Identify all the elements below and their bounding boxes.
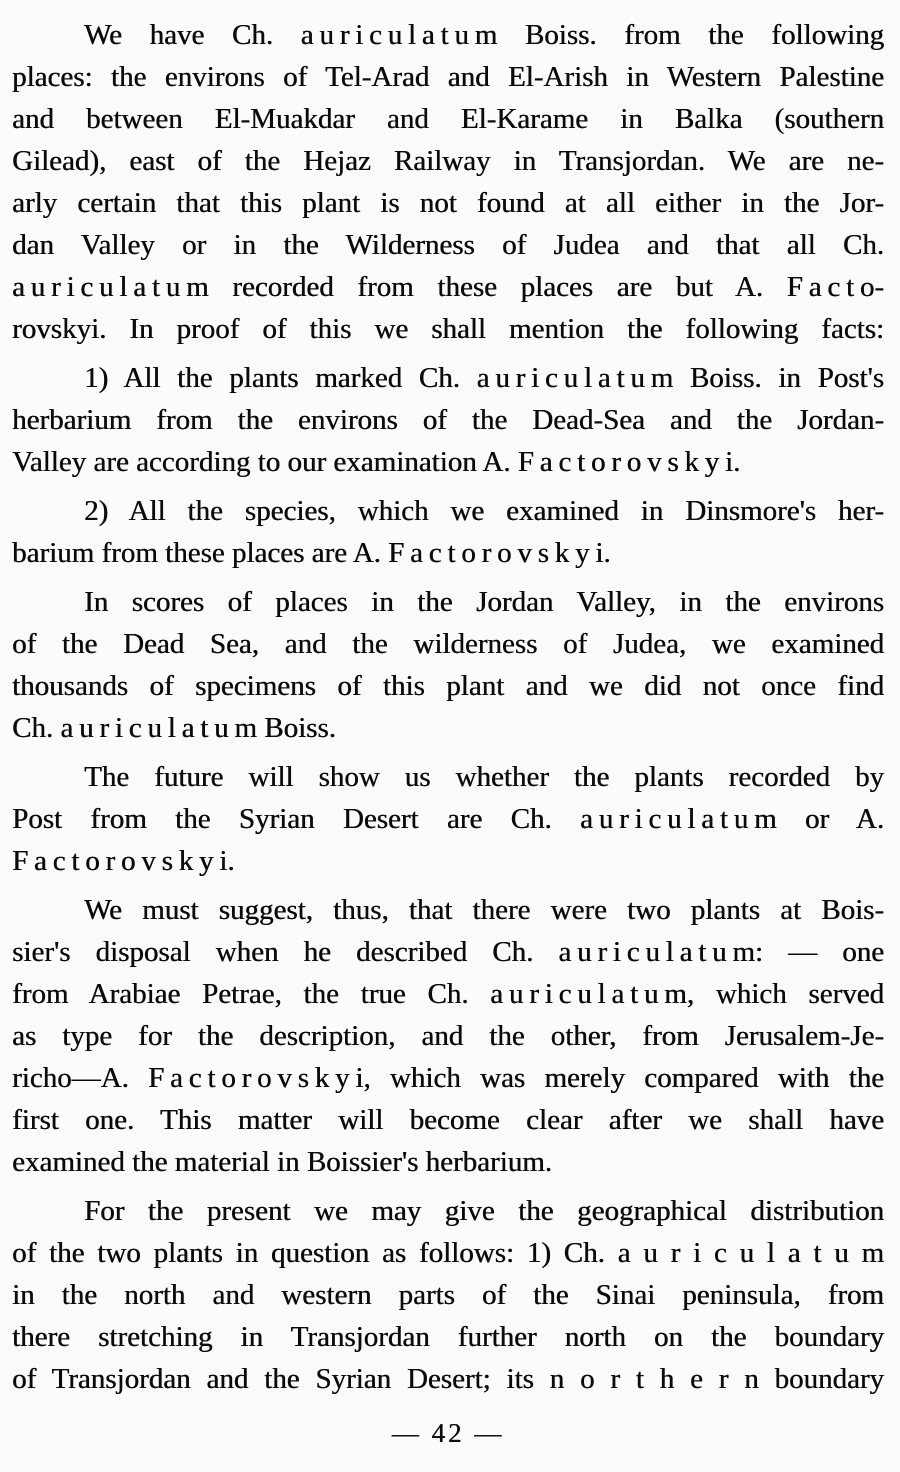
- text-line: a u r i c u l a t u m recorded from these places are but A. F a c t o-: [12, 271, 884, 303]
- page-footer: [12, 1412, 884, 1472]
- text-block: [12, 14, 884, 1407]
- text-line: Post from the Syrian Desert are Ch. a u r i c u l a t u m or A.: [12, 803, 884, 835]
- text-line: In scores of places in the Jordan Valley, in the environs: [84, 586, 884, 618]
- paragraph: [12, 581, 884, 749]
- paragraph: [12, 1190, 884, 1400]
- paragraph: [12, 756, 884, 882]
- paragraph: [12, 889, 884, 1183]
- text-line: thousands of specimens of this plant and we did not once find: [12, 670, 884, 702]
- text-line: as type for the description, and the other, from Jerusalem-Je-: [12, 1020, 884, 1052]
- text-line: of Transjordan and the Syrian Desert; its n o r t h e r n boundary: [12, 1363, 884, 1395]
- text-line: Valley are according to our examination A. F a c t o r o v s k y i.: [12, 446, 741, 478]
- text-line: We must suggest, thus, that there were two plants at Bois-: [84, 894, 884, 926]
- text-line: first one. This matter will become clear after we shall have: [12, 1104, 884, 1136]
- text-line: and between El-Muakdar and El-Karame in Balka (southern: [12, 103, 884, 135]
- text-line: places: the environs of Tel-Arad and El-Arish in Western Palestine: [12, 61, 884, 93]
- text-line: arly certain that this plant is not found at all either in the Jor-: [12, 187, 884, 219]
- text-line: The future will show us whether the plants recorded by: [84, 761, 884, 793]
- text-line: in the north and western parts of the Sinai peninsula, from: [12, 1279, 884, 1311]
- text-line: Ch. a u r i c u l a t u m Boiss.: [12, 712, 336, 744]
- text-line: examined the material in Boissier's herbarium.: [12, 1146, 552, 1178]
- paragraph: [12, 490, 884, 574]
- text-line: We have Ch. a u r i c u l a t u m Boiss. from the following: [84, 19, 884, 51]
- text-line: there stretching in Transjordan further north on the boundary: [12, 1321, 884, 1353]
- text-line: Gilead), east of the Hejaz Railway in Transjordan. We are ne-: [12, 145, 884, 177]
- text-line: F a c t o r o v s k y i.: [12, 845, 235, 877]
- text-line: from Arabiae Petrae, the true Ch. a u r i c u l a t u m, which served: [12, 978, 884, 1010]
- text-line: 1) All the plants marked Ch. a u r i c u l a t u m Boiss. in Post's: [84, 362, 884, 394]
- text-line: sier's disposal when he described Ch. a u r i c u l a t u m: — one: [12, 936, 884, 968]
- text-line: barium from these places are A. F a c t o r o v s k y i.: [12, 537, 611, 569]
- text-line: richo—A. F a c t o r o v s k y i, which was merely compared with the: [12, 1062, 884, 1094]
- text-line: For the present we may give the geographical distribution: [84, 1195, 884, 1227]
- page-number: — 42 —: [391, 1418, 505, 1448]
- paragraph: [12, 357, 884, 483]
- text-line: dan Valley or in the Wilderness of Judea and that all Ch.: [12, 229, 884, 261]
- text-line: 2) All the species, which we examined in Dinsmore's her-: [84, 495, 884, 527]
- text-line: rovskyi. In proof of this we shall mention the following facts:: [12, 313, 884, 345]
- paragraph: [12, 14, 884, 350]
- text-line: herbarium from the environs of the Dead-Sea and the Jordan-: [12, 404, 884, 436]
- text-line: of the two plants in question as follows: 1) Ch. a u r i c u l a t u m: [12, 1237, 884, 1269]
- text-line: of the Dead Sea, and the wilderness of Judea, we examined: [12, 628, 884, 660]
